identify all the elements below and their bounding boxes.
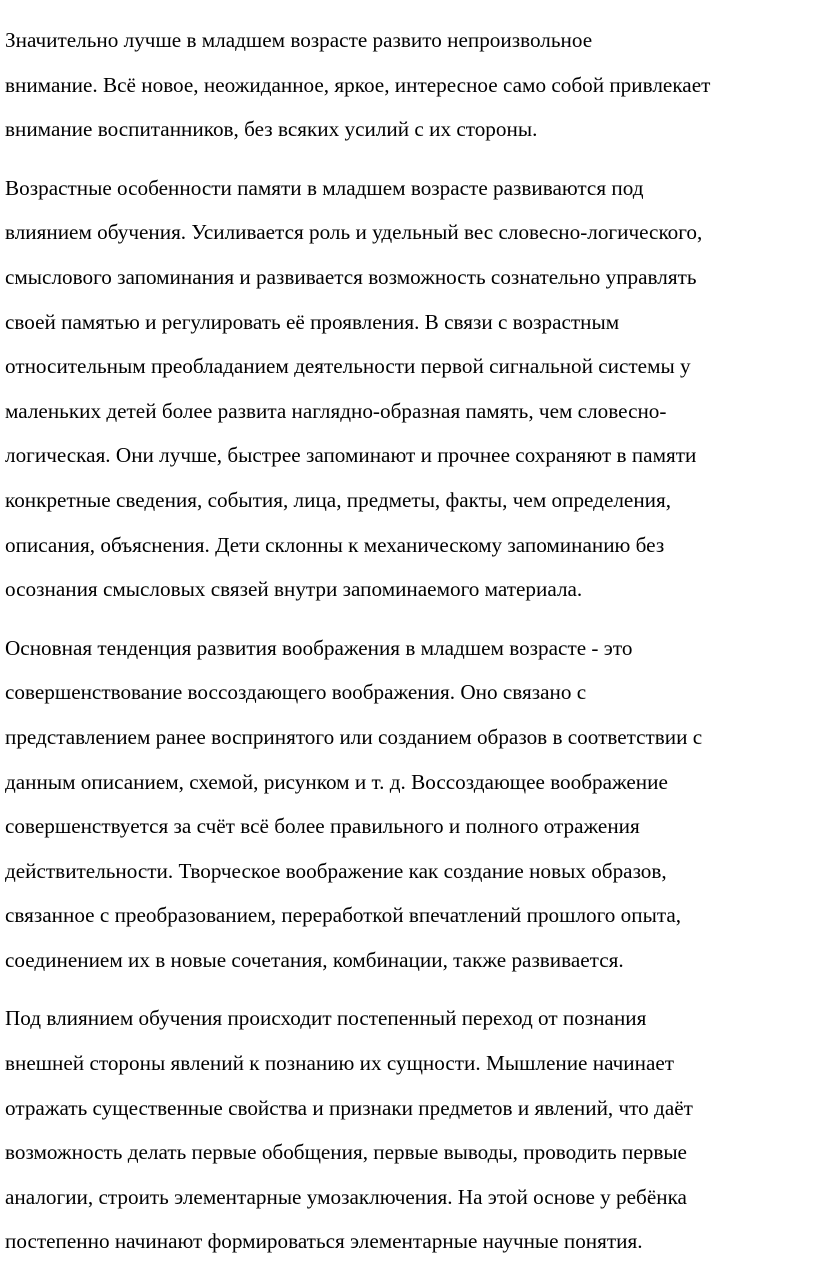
text-line: представлением ранее воспринятого или созданием образов в соответствии с [5, 724, 703, 749]
text-line: действительности. Творческое воображение как создание новых образов, [5, 858, 667, 883]
text-line: относительным преобладанием деятельности первой сигнальной системы у [5, 354, 691, 379]
text-line: совершенствуется за счёт всё более правильного и полного отражения [5, 814, 640, 839]
text-line: внешней стороны явлений к познанию их сущности. Мышление начинает [5, 1051, 675, 1076]
text-line: маленьких детей более развита наглядно-образная память, чем словесно- [5, 398, 667, 423]
text-line: описания, объяснения. Дети склонны к механическому запоминанию без [5, 532, 665, 557]
paragraph-attention [5, 18, 813, 152]
text-line: конкретные сведения, события, лица, предметы, факты, чем определения, [5, 487, 672, 512]
text-line: Возрастные особенности памяти в младшем возрасте развиваются под [5, 175, 644, 200]
paragraph-gap [5, 612, 813, 626]
paragraph-memory [5, 166, 813, 612]
text-line: данным описанием, схемой, рисунком и т. д. Воссоздающее воображение [5, 769, 668, 794]
document-page [5, 18, 813, 1264]
text-line: смыслового запоминания и развивается возможность сознательно управлять [5, 264, 697, 289]
text-line: соединением их в новые сочетания, комбинации, также развивается. [5, 947, 624, 972]
text-line: влиянием обучения. Усиливается роль и удельный вес словесно-логического, [5, 220, 703, 245]
text-line: связанное с преобразованием, переработкой впечатлений прошлого опыта, [5, 903, 682, 928]
text-line: своей памятью и регулировать её проявления. В связи с возрастным [5, 309, 620, 334]
text-line: возможность делать первые обобщения, первые выводы, проводить первые [5, 1140, 687, 1165]
paragraph-imagination [5, 626, 813, 983]
text-line: осознания смысловых связей внутри запоминаемого материала. [5, 577, 583, 602]
paragraph-gap [5, 152, 813, 166]
text-line: аналогии, строить элементарные умозаключения. На этой основе у ребёнка [5, 1184, 687, 1209]
text-line: отражать существенные свойства и признаки предметов и явлений, что даёт [5, 1095, 693, 1120]
text-line: внимание воспитанников, без всяких усилий с их стороны. [5, 117, 538, 142]
text-line: совершенствование воссоздающего воображения. Оно связано с [5, 680, 587, 705]
text-line: логическая. Они лучше, быстрее запоминают и прочнее сохраняют в памяти [5, 443, 697, 468]
text-line: Под влиянием обучения происходит постепенный переход от познания [5, 1006, 647, 1031]
text-line: внимание. Всё новое, неожиданное, яркое, интересное само собой привлекает [5, 72, 711, 97]
paragraph-thinking [5, 996, 813, 1264]
text-line: Основная тенденция развития воображения в младшем возрасте - это [5, 635, 633, 660]
paragraph-gap [5, 982, 813, 996]
text-line: постепенно начинают формироваться элементарные научные понятия. [5, 1229, 643, 1254]
text-line: Значительно лучше в младшем возрасте развито непроизвольное [5, 28, 593, 52]
